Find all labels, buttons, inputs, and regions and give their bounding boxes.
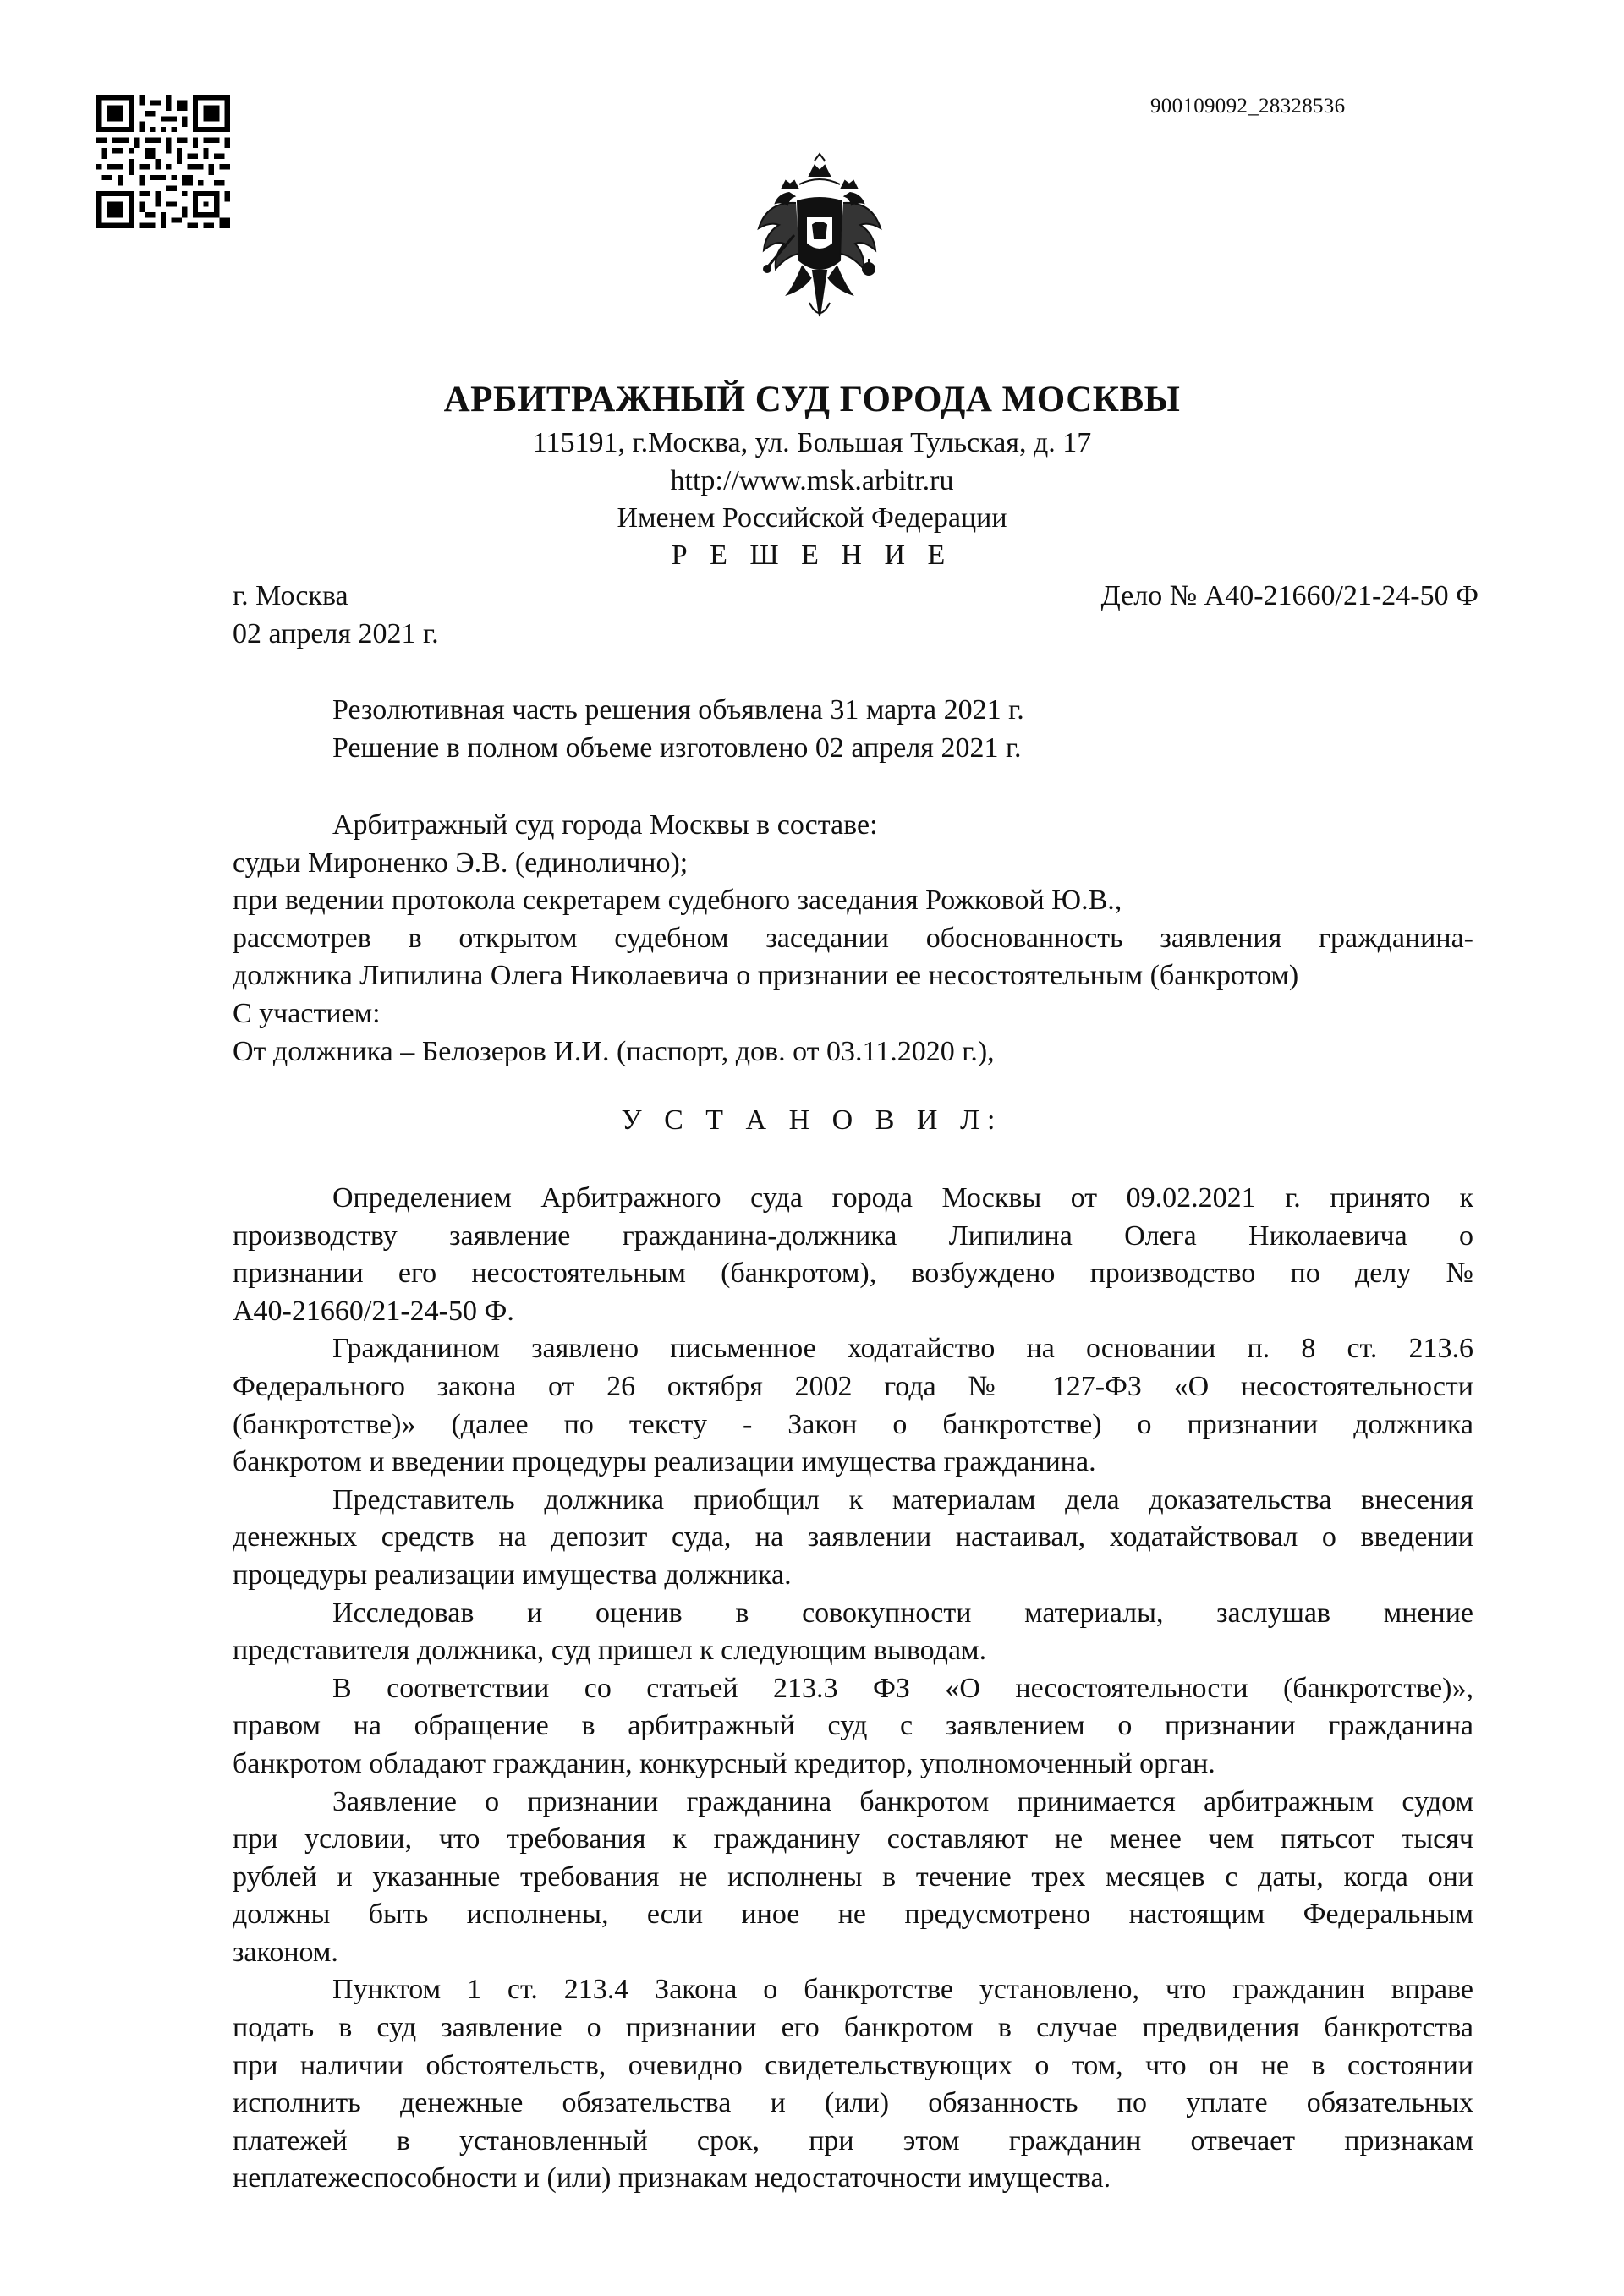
debtor-representative: От должника – Белозеров И.И. (паспорт, дов. от 03.11.2020 г.), [233, 1035, 995, 1067]
court-website: http://www.msk.arbitr.ru [670, 465, 954, 496]
paragraph-line: Представитель должника приобщил к материалам дела доказательства внесения [332, 1483, 1473, 1515]
paragraph-line: Определением Арбитражного суда города Москвы от 09.02.2021 г. принято к [332, 1182, 1473, 1214]
court-composition-block [233, 807, 1473, 1071]
paragraph-line: денежных средств на депозит суда, на заявлении настаивал, ходатайствовал о введении [233, 1521, 1473, 1553]
qr-code-icon [96, 95, 230, 228]
established-text [233, 1180, 1473, 2198]
paragraph-line: Федерального закона от 26 октября 2002 года № 127-ФЗ «О несостоятельности [233, 1370, 1473, 1402]
paragraph-line: неплатежеспособности и (или) признакам недостаточности имущества. [233, 2162, 1111, 2195]
paragraph-line: законом. [233, 1936, 338, 1968]
considered-line-1: рассмотрев в открытом судебном заседании обоснованность заявления гражданина- [233, 922, 1473, 954]
paragraph-line: процедуры реализации имущества должника. [233, 1559, 792, 1591]
court-address: 115191, г.Москва, ул. Большая Тульская, д. 17 [532, 427, 1092, 458]
decision-city: г. Москва [233, 580, 348, 611]
decision-dates-block [233, 692, 1473, 767]
paragraph-line: банкротом обладают гражданин, конкурсный кредитор, уполномоченный орган. [233, 1747, 1215, 1779]
paragraph-line: при наличии обстоятельств, очевидно свидетельствующих о том, что он не в состоянии [233, 2049, 1473, 2081]
court-composition: Арбитражный суд города Москвы в составе: [332, 809, 878, 841]
secretary-line: при ведении протокола секретарем судебного заседания Рожковой Ю.В., [233, 885, 1122, 917]
paragraph-line: рублей и указанные требования не исполнены в течение трех месяцев с даты, когда они [233, 1860, 1473, 1893]
paragraph-line: Заявление о признании гражданина банкротом принимается арбитражным судом [332, 1785, 1473, 1817]
paragraph-line: признании его несостоятельным (банкротом), возбуждено производство по делу № [233, 1258, 1473, 1290]
judge-line: судьи Мироненко Э.В. (единолично); [233, 847, 689, 879]
paragraph-line: представителя должника, суд пришел к следующим выводам. [233, 1635, 987, 1667]
paragraph-line: должны быть исполнены, если иное не предусмотрено настоящим Федеральным [233, 1899, 1473, 1931]
paragraph-line: Исследовав и оценив в совокупности материалы, заслушав мнение [332, 1597, 1473, 1629]
in-the-name-of: Именем Российской Федерации [617, 502, 1007, 534]
paragraph-line: правом на обращение в арбитражный суд с заявлением о признании гражданина [233, 1710, 1473, 1742]
established-heading: У С Т А Н О В И Л: [621, 1104, 1003, 1136]
paragraph-line: подать в суд заявление о признании его банкротом в случае предвидения банкротства [233, 2012, 1473, 2044]
decision-title: Р Е Ш Е Н И Е [671, 540, 953, 571]
paragraph-line: Гражданином заявлено письменное ходатайство на основании п. 8 ст. 213.6 [332, 1333, 1473, 1365]
considered-line-2: должника Липилина Олега Николаевича о признании ее несостоятельным (банкротом) [233, 960, 1299, 992]
paragraph-line: В соответствии со статьей 213.3 ФЗ «О несостоятельности (банкротстве)», [332, 1672, 1473, 1704]
paragraph-line: (банкротстве)» (далее по тексту - Закон о банкротстве) о признании должника [233, 1408, 1473, 1440]
paragraph-line: банкротом и введении процедуры реализации имущества гражданина. [233, 1446, 1096, 1478]
coat-of-arms-icon [750, 151, 889, 330]
paragraph-line: производству заявление гражданина-должника Липилина Олега Николаевича о [233, 1219, 1473, 1252]
court-name: АРБИТРАЖНЫЙ СУД ГОРОДА МОСКВЫ [443, 380, 1181, 419]
participation-label: С участием: [233, 997, 381, 1029]
paragraph-line: А40-21660/21-24-50 Ф. [233, 1295, 514, 1327]
paragraph-line: Пунктом 1 ст. 213.4 Закона о банкротстве установлено, что гражданин вправе [332, 1974, 1473, 2006]
paragraph-line: платежей в установленный срок, при этом гражданин отвечает признакам [233, 2124, 1473, 2156]
paragraph-line: исполнить денежные обязательства и (или) обязанность по уплате обязательных [233, 2087, 1473, 2119]
full-decision-made: Решение в полном объеме изготовлено 02 апреля 2021 г. [332, 732, 1022, 764]
case-number: Дело № А40-21660/21-24-50 Ф [1100, 580, 1479, 611]
decision-date: 02 апреля 2021 г. [233, 618, 439, 649]
paragraph-line: при условии, что требования к гражданину составляют не менее чем пятьсот тысяч [233, 1823, 1473, 1855]
document-id: 900109092_28328536 [1150, 95, 1346, 118]
resolution-announced: Резолютивная часть решения объявлена 31 марта 2021 г. [332, 694, 1024, 726]
